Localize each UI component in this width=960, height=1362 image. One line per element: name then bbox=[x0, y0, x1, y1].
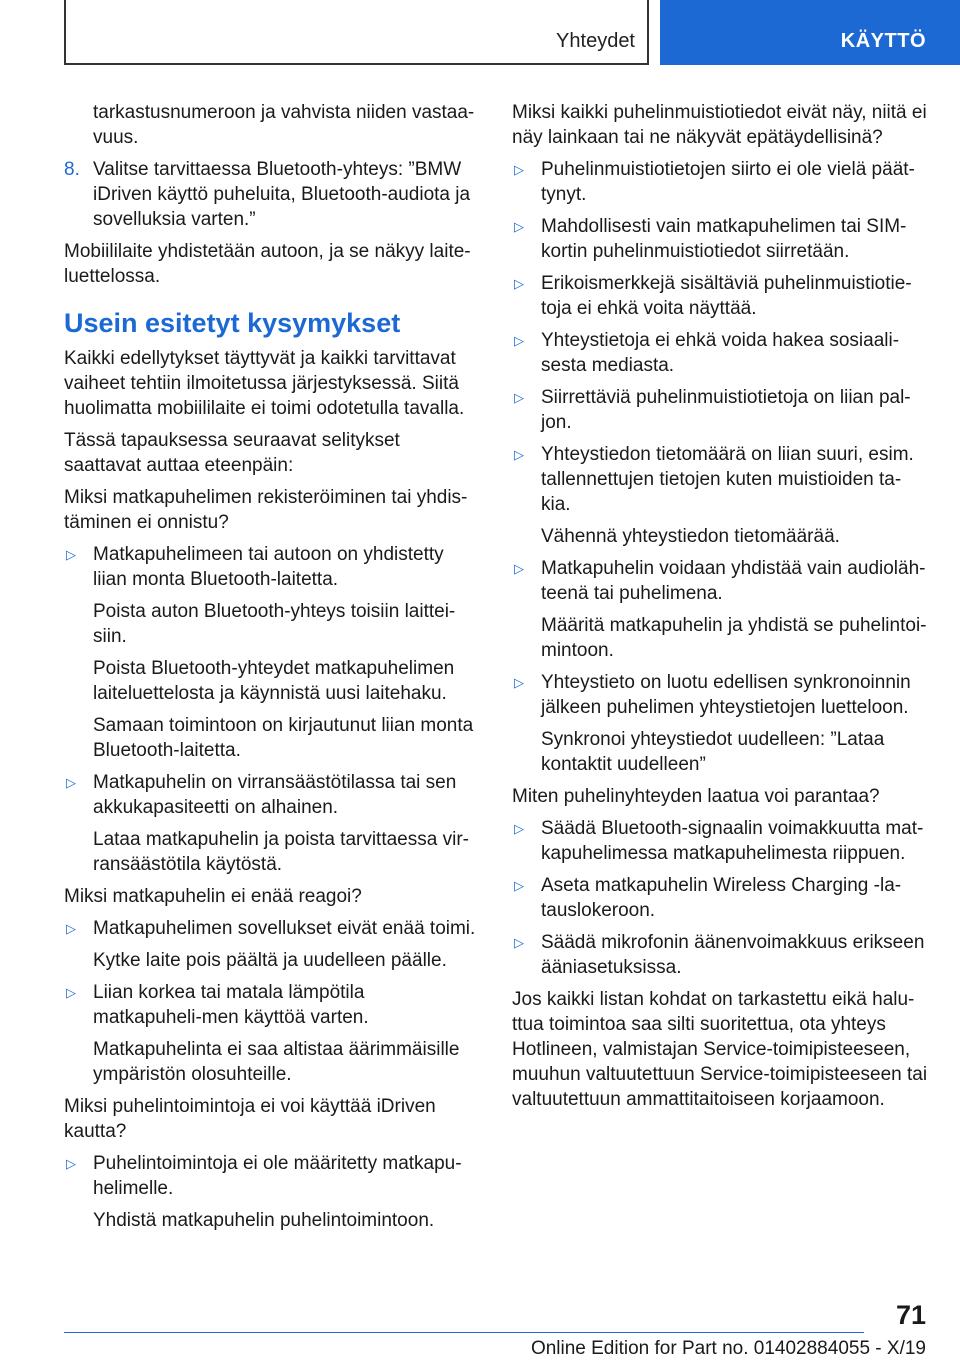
triangle-bullet-icon: ▷ bbox=[514, 447, 524, 462]
triangle-bullet-icon: ▷ bbox=[514, 276, 524, 291]
list-item bbox=[64, 542, 478, 592]
footer-edition: Online Edition for Part no. 01402884055 - X/19 bbox=[530, 1338, 926, 1359]
list-item-text: Yhteystieto on luotu edellisen synkronoinnin jälkeen puhelimen yhteystietojen luetteloon. bbox=[541, 672, 911, 718]
question: Miksi matkapuhelin ei enää reagoi? bbox=[64, 886, 362, 907]
list-item-text: Yhteystiedon tietomäärä on liian suuri, esim. tallennettujen tietojen kuten muistioiden ta-kia. bbox=[541, 444, 914, 515]
triangle-bullet-icon: ▷ bbox=[66, 1156, 76, 1171]
list-item bbox=[512, 556, 928, 606]
list-item bbox=[64, 1151, 478, 1201]
triangle-bullet-icon: ▷ bbox=[514, 878, 524, 893]
remedy-text: Määritä matkapuhelin ja yhdistä se puhelintoi-mintoon. bbox=[541, 615, 927, 661]
list-item-text: Aseta matkapuhelin Wireless Charging -la-tauslokeroon. bbox=[541, 875, 902, 921]
question: Miksi matkapuhelimen rekisteröiminen tai yhdis-täminen ei onnistu? bbox=[64, 487, 468, 533]
footer-divider bbox=[64, 1332, 864, 1333]
list-item bbox=[512, 816, 928, 866]
step-number: 8. bbox=[64, 159, 80, 180]
header-chapter-title: KÄYTTÖ bbox=[840, 30, 926, 52]
list-item-text: Puhelintoimintoja ei ole määritetty matkapu-helimelle. bbox=[93, 1153, 462, 1199]
list-item-text: Matkapuhelimeen tai autoon on yhdistetty liian monta Bluetooth-laitetta. bbox=[93, 544, 444, 590]
remedy-text: Poista Bluetooth-yhteydet matkapuhelimen laiteluettelosta ja käynnistä uusi laitehaku. bbox=[93, 658, 455, 704]
list-item-text: Mahdollisesti vain matkapuhelimen tai SIM-kortin puhelinmuistiotiedot siirretään. bbox=[541, 216, 907, 262]
list-item-text: Erikoismerkkejä sisältäviä puhelinmuistiotie-toja ei ehkä voita näyttää. bbox=[541, 273, 912, 319]
page-number: 71 bbox=[895, 1300, 926, 1330]
paragraph: Mobiililaite yhdistetään autoon, ja se näkyy laite-luettelossa. bbox=[64, 241, 471, 287]
list-item bbox=[512, 442, 928, 517]
header-section-tab bbox=[64, 0, 649, 65]
remedy-text: Samaan toimintoon on kirjautunut liian monta Bluetooth-laitetta. bbox=[93, 715, 474, 761]
list-item bbox=[64, 770, 478, 820]
paragraph: Kaikki edellytykset täyttyvät ja kaikki tarvittavat vaiheet tehtiin ilmoitetussa järjestyksessä. Siitä huolimatta mobiililaite ei toimi odotetulla tavalla. bbox=[64, 348, 465, 419]
remedy-text: Lataa matkapuhelin ja poista tarvittaessa vir-ransäästötila käytöstä. bbox=[93, 829, 469, 875]
list-item bbox=[512, 873, 928, 923]
list-item-text: Matkapuhelin on virransäästötilassa tai sen akkukapasiteetti on alhainen. bbox=[93, 772, 457, 818]
remedy-text: Synkronoi yhteystiedot uudelleen: ”Lataa kontaktit uudelleen” bbox=[541, 729, 885, 775]
header-section-title: Yhteydet bbox=[556, 30, 635, 52]
triangle-bullet-icon: ▷ bbox=[514, 935, 524, 950]
triangle-bullet-icon: ▷ bbox=[66, 921, 76, 936]
triangle-bullet-icon: ▷ bbox=[514, 821, 524, 836]
triangle-bullet-icon: ▷ bbox=[66, 775, 76, 790]
list-item-text: Matkapuhelimen sovellukset eivät enää toimi. bbox=[93, 918, 476, 939]
list-item-text: Siirrettäviä puhelinmuistiotietoja on liian pal-jon. bbox=[541, 387, 911, 433]
question: Miten puhelinyhteyden laatua voi parantaa? bbox=[512, 786, 880, 807]
section-heading: Usein esitetyt kysymykset bbox=[64, 308, 401, 338]
list-item bbox=[512, 328, 928, 378]
triangle-bullet-icon: ▷ bbox=[66, 547, 76, 562]
left-column bbox=[64, 100, 478, 1240]
right-column bbox=[512, 100, 928, 1119]
paragraph: Jos kaikki listan kohdat on tarkastettu eikä halu-ttua toimintoa saa silti suoritettua, ota yhteys Hotlineen, valmistajan Service-toimipisteeseen, muuhun valtuutettuun Service-toimipisteeseen tai valtuutettuun ammattitaitoiseen korjaamoon. bbox=[512, 989, 928, 1110]
list-item-text: Yhteystietoja ei ehkä voida hakea sosiaali-sesta mediasta. bbox=[541, 330, 900, 376]
question: Miksi puhelintoimintoja ei voi käyttää iDriven kautta? bbox=[64, 1096, 436, 1142]
remedy-text: Yhdistä matkapuhelin puhelintoimintoon. bbox=[93, 1210, 435, 1231]
remedy-text: Poista auton Bluetooth-yhteys toisiin laittei-siin. bbox=[93, 601, 456, 647]
list-item bbox=[512, 157, 928, 207]
list-item bbox=[512, 271, 928, 321]
step-8 bbox=[64, 157, 478, 232]
paragraph: tarkastusnumeroon ja vahvista niiden vastaa-vuus. bbox=[93, 102, 475, 148]
list-item-text: Säädä Bluetooth-signaalin voimakkuutta mat-kapuhelimessa matkapuhelimesta riippuen. bbox=[541, 818, 924, 864]
list-item bbox=[64, 980, 478, 1030]
list-item bbox=[64, 916, 478, 941]
question: Miksi kaikki puhelinmuistiotiedot eivät näy, niitä ei näy lainkaan tai ne näkyvät epätäydellisinä? bbox=[512, 102, 927, 148]
triangle-bullet-icon: ▷ bbox=[514, 219, 524, 234]
list-item-text: Puhelinmuistiotietojen siirto ei ole vielä päät-tynyt. bbox=[541, 159, 915, 205]
triangle-bullet-icon: ▷ bbox=[514, 333, 524, 348]
list-item bbox=[512, 385, 928, 435]
triangle-bullet-icon: ▷ bbox=[66, 985, 76, 1000]
list-item-text: Matkapuhelin voidaan yhdistää vain audioläh-teenä tai puhelimena. bbox=[541, 558, 926, 604]
list-item-text: Säädä mikrofonin äänenvoimakkuus erikseen ääniasetuksissa. bbox=[541, 932, 925, 978]
list-item bbox=[512, 670, 928, 720]
list-item-text: Liian korkea tai matala lämpötila matkapuheli-men käyttöä varten. bbox=[93, 982, 369, 1028]
remedy-text: Kytke laite pois päältä ja uudelleen päälle. bbox=[93, 950, 447, 971]
paragraph: Tässä tapauksessa seuraavat selitykset saattavat auttaa eteenpäin: bbox=[64, 430, 400, 476]
triangle-bullet-icon: ▷ bbox=[514, 675, 524, 690]
remedy-text: Vähennä yhteystiedon tietomäärää. bbox=[541, 526, 840, 547]
triangle-bullet-icon: ▷ bbox=[514, 390, 524, 405]
list-item bbox=[512, 930, 928, 980]
remedy-text: Matkapuhelinta ei saa altistaa äärimmäisille ympäristön olosuhteille. bbox=[93, 1039, 460, 1085]
header-chapter-tab bbox=[660, 0, 960, 65]
triangle-bullet-icon: ▷ bbox=[514, 561, 524, 576]
step-text: Valitse tarvittaessa Bluetooth-yhteys: ”BMW iDriven käyttö puheluita, Bluetooth-audiota ja sovelluksia varten.” bbox=[93, 159, 471, 230]
list-item bbox=[512, 214, 928, 264]
triangle-bullet-icon: ▷ bbox=[514, 162, 524, 177]
